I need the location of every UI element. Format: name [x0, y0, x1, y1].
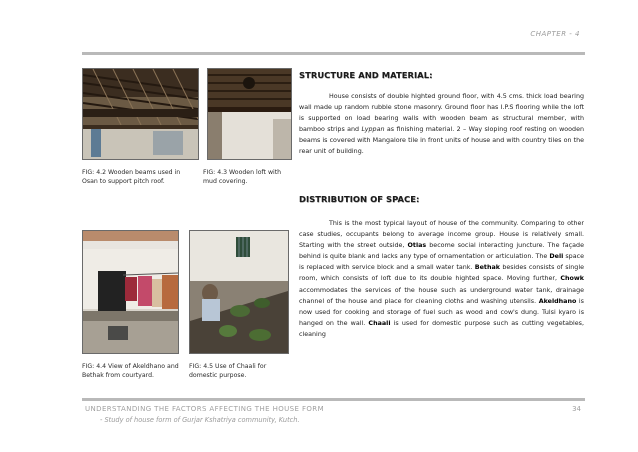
paragraph-text: This is the most typical layout of house of the community. Comparing to other case studies, occupants belong to average income group. House is relatively small. Starting with the street outside, [299, 220, 584, 250]
structure-paragraph [299, 91, 584, 158]
keyword: Chaali [368, 319, 391, 327]
top-rule [82, 52, 585, 55]
section-heading: DISTRIBUTION OF SPACE: [299, 194, 420, 204]
photo-chaali [189, 230, 289, 354]
figure-caption: FIG: 4.2 Wooden beams used in Osan to support pitch roof. [82, 169, 181, 185]
distribution-paragraph [299, 218, 584, 340]
paragraph-italic: Lyppan [361, 126, 385, 134]
paragraph-text: is used for domestic purpose such as cutting vegetables, cleaning [299, 319, 584, 338]
keyword: Deli [549, 253, 564, 261]
paragraph-text: become social interacting juncture. The façade behind is quite blank and lacks any type of ornamentation or articulation. The [299, 242, 584, 261]
paragraph-text: is now used for cooking and storage of fuel such as wood and cow's dung. Tulsi kyaro is hanged on the wall. [299, 297, 584, 327]
photo-akeldhano-courtyard [82, 230, 179, 354]
footer-title: UNDERSTANDING THE FACTORS AFFECTING THE HOUSE FORM [85, 405, 325, 413]
paragraph-text: accommodates the services of the house such as underground water tank, drainage channel of the house and place for cleaning cloths and washing utensils. [299, 286, 584, 305]
figure-caption: FIG: 4.4 View of Akeldhano and Bethak from courtyard. [82, 363, 179, 379]
keyword: Chowk [560, 275, 584, 283]
photo-wooden-beams [82, 68, 199, 160]
photo-wooden-loft [207, 68, 292, 160]
bottom-rule [82, 398, 585, 401]
paragraph-text: space is replaced with service block and a small water tank. [299, 253, 584, 272]
keyword: Otlas [407, 242, 427, 250]
paragraph-text: as finishing material. 2 – Way sloping roof resting on wooden beams is covered with Mangalore tile in front units of house and with country tiles on the rear unit of building. [299, 126, 584, 156]
paragraph-text: besides consists of single room, which consists of loft due to its double highted space. Moving further, [299, 264, 584, 283]
chapter-label: CHAPTER - 4 [530, 30, 580, 38]
page-number: 34 [572, 405, 581, 413]
section-heading: STRUCTURE AND MATERIAL: [299, 70, 433, 80]
footer-subtitle: - Study of house form of Gurjar Kshatriya community, Kutch. [100, 416, 300, 424]
figure-caption: FIG: 4.5 Use of Chaali for domestic purpose. [189, 363, 267, 379]
keyword: Akeldhano [538, 297, 577, 305]
keyword: Bethak [474, 264, 500, 272]
paragraph-text: House consists of double highted ground floor, with 4.5 cms. thick load bearing wall made up random rubble stone masonry. Ground floor has I.P.S flooring while the loft is supported on load bearing walls with wooden beam as structural member, with bamboo strips and [299, 93, 584, 134]
figure-caption: FIG: 4.3 Wooden loft with mud covering. [203, 169, 282, 185]
